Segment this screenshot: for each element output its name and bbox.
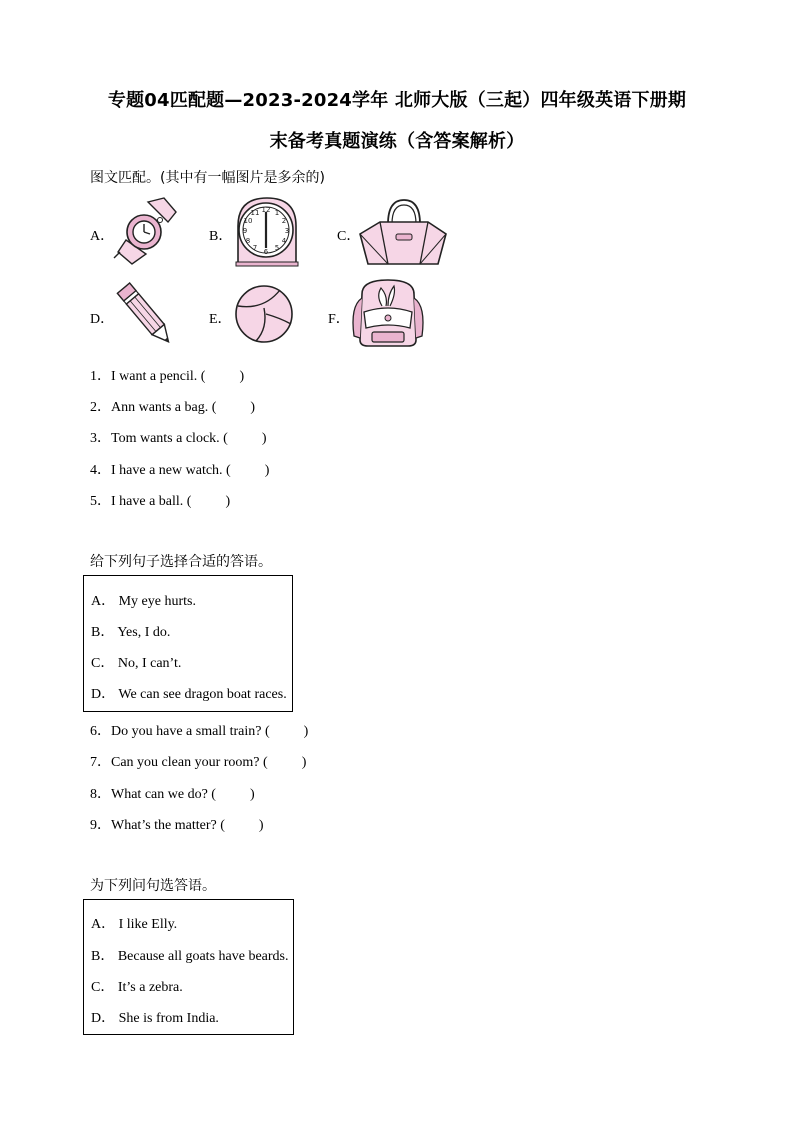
option-d: D． She is from India.: [91, 1011, 219, 1026]
option-d: D． We can see dragon boat races.: [91, 687, 287, 702]
section2-options-box: [83, 575, 293, 712]
pencil-icon: [114, 278, 178, 352]
picture-label-e: E．: [209, 312, 232, 327]
document-title-line2: 末备考真题演练（含答案解析）: [269, 131, 525, 152]
svg-text:12: 12: [261, 206, 271, 214]
section3-options-box: [83, 899, 294, 1035]
svg-text:8: 8: [245, 237, 251, 245]
question-4: 4．I have a new watch. ( ): [90, 463, 270, 478]
svg-text:9: 9: [242, 227, 248, 235]
svg-text:1: 1: [274, 209, 280, 217]
backpack-icon: [348, 276, 428, 350]
svg-text:5: 5: [274, 244, 280, 252]
section2-instruction: 给下列句子选择合适的答语。: [90, 554, 272, 570]
picture-label-b: B．: [209, 229, 233, 244]
question-9: 9．What’s the matter? ( ): [90, 818, 264, 833]
question-3: 3．Tom wants a clock. ( ): [90, 431, 267, 446]
option-a: A． My eye hurts.: [91, 594, 196, 609]
question-1: 1．I want a pencil. ( ): [90, 369, 245, 384]
option-c: C． It’s a zebra.: [91, 980, 183, 995]
svg-text:7: 7: [252, 244, 258, 252]
svg-text:11: 11: [250, 209, 260, 217]
question-6: 6．Do you have a small train? ( ): [90, 724, 309, 739]
picture-label-c: C．: [337, 229, 361, 244]
question-7: 7．Can you clean your room? ( ): [90, 755, 307, 770]
option-b: B． Yes, I do.: [91, 625, 171, 640]
clock-icon: [234, 196, 300, 268]
svg-text:6: 6: [263, 248, 269, 256]
option-b: B． Because all goats have beards.: [91, 949, 289, 964]
section3-instruction: 为下列问句选答语。: [90, 878, 216, 894]
picture-label-a: A．: [90, 229, 115, 244]
svg-text:2: 2: [281, 217, 287, 225]
question-8: 8．What can we do? ( ): [90, 787, 255, 802]
bag-icon: [358, 196, 448, 268]
document-title-line1: 专题04匹配题—2023-2024学年 北师大版（三起）四年级英语下册期: [107, 90, 687, 111]
question-5: 5．I have a ball. ( ): [90, 494, 231, 509]
picture-label-f: F．: [328, 312, 350, 327]
question-2: 2．Ann wants a bag. ( ): [90, 400, 256, 415]
watch-icon: [110, 196, 182, 270]
svg-text:4: 4: [281, 237, 287, 245]
svg-text:10: 10: [243, 217, 253, 225]
option-a: A． I like Elly.: [91, 917, 178, 932]
picture-label-d: D．: [90, 312, 115, 327]
ball-icon: [234, 284, 294, 344]
section1-instruction: 图文匹配。(其中有一幅图片是多余的): [90, 170, 325, 186]
svg-text:3: 3: [284, 227, 290, 235]
option-c: C． No, I can’t.: [91, 656, 182, 671]
